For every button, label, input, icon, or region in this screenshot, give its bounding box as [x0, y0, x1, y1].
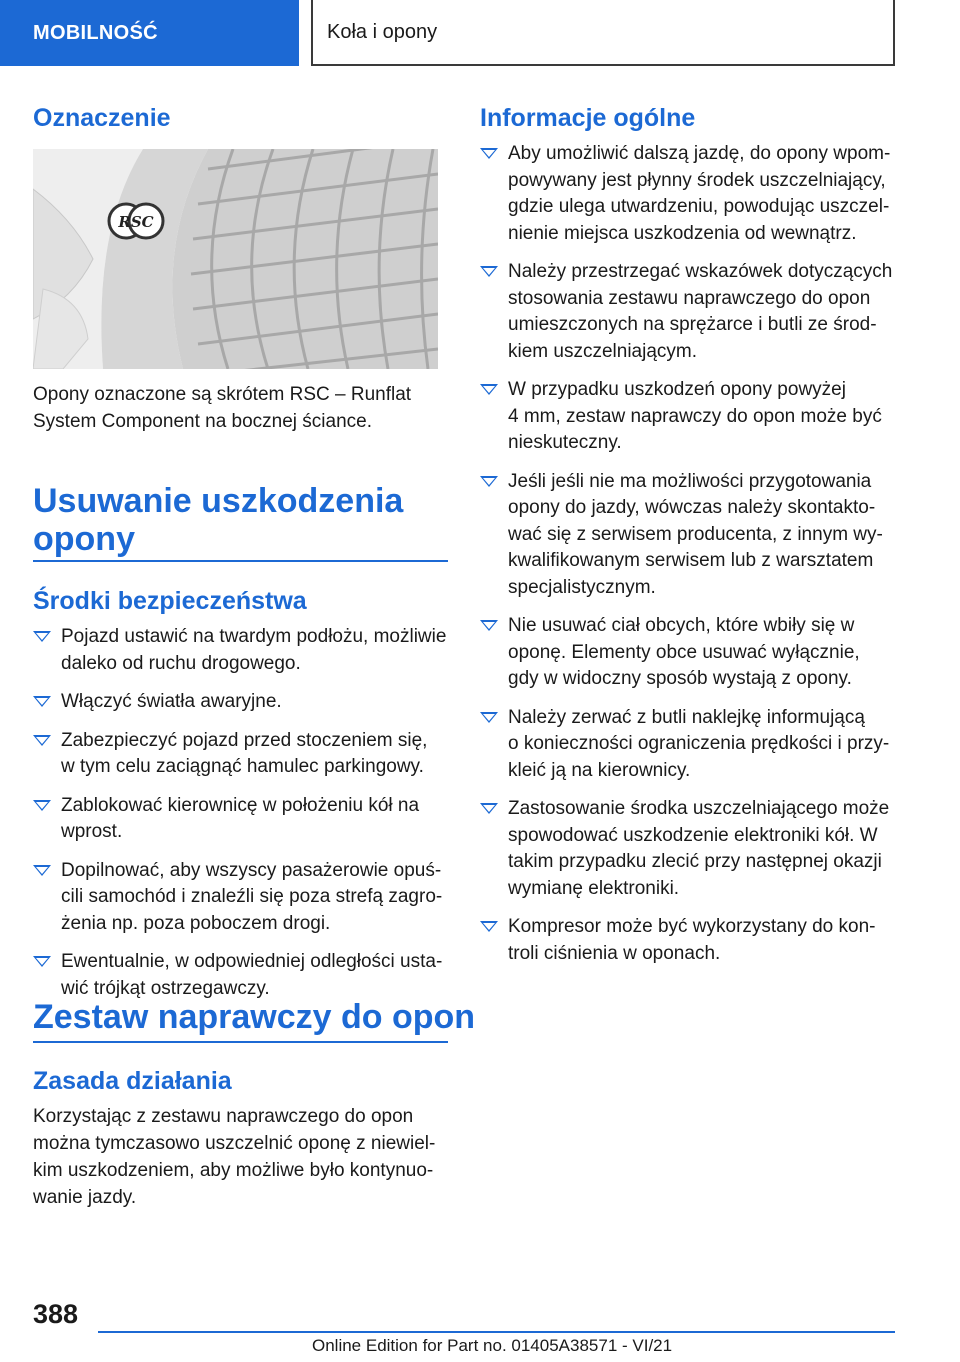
triangle-bullet-icon	[33, 800, 51, 811]
triangle-bullet-icon	[33, 696, 51, 707]
list-item: Należy przestrzegać wskazówek dotyczących stosowania zestawu naprawczego do opon umieszczonych na sprężarce i butli ze środ- kiem uszczelniającym.	[480, 259, 900, 365]
list-item: Aby umożliwić dalszą jazdę, do opony wpom- powywany jest płynny środek uszczelniający, gdzie ulega utwardzeniu, powodując uszczel- nienie miejsca uszkodzenia od wewnątrz.	[480, 141, 900, 247]
list-item: Nie usuwać ciał obcych, które wbiły się w oponę. Elementy obce usuwać wyłącznie, gdy w widoczny sposób wystają z opony.	[480, 613, 900, 693]
informacje-list	[480, 141, 900, 979]
zasada-paragraph	[33, 1103, 453, 1211]
paragraph-line: wanie jazdy.	[33, 1187, 137, 1208]
oznaczenie-caption	[33, 381, 448, 435]
title-usuwanie	[33, 482, 403, 558]
paragraph-line: kim uszkodzeniem, aby możliwe było kontynuo-	[33, 1160, 434, 1181]
heading-srodki: Środki bezpieczeństwa	[33, 587, 307, 615]
caption-line: System Component na bocznej ściance.	[33, 411, 373, 432]
paragraph-line: można tymczasowo uszczelnić oponę z niewiel-	[33, 1133, 436, 1154]
srodki-list	[33, 624, 453, 1014]
rsc-emblem	[109, 204, 163, 238]
title-line: Usuwanie uszkodzenia	[33, 482, 404, 520]
triangle-bullet-icon	[33, 865, 51, 876]
triangle-bullet-icon	[33, 956, 51, 967]
rsc-tire-illustration	[33, 149, 438, 369]
page-number: 388	[33, 1299, 79, 1329]
title-zestaw: Zestaw naprawczy do opon	[33, 998, 476, 1036]
triangle-bullet-icon	[480, 384, 498, 395]
edition-note: Online Edition for Part no. 01405A38571 - VI/21	[312, 1336, 673, 1355]
list-item: Należy zerwać z butli naklejkę informującą o konieczności ograniczenia prędkości i przy- kleić ją na kierownicy.	[480, 705, 900, 785]
title-line: opony	[33, 520, 135, 558]
triangle-bullet-icon	[480, 712, 498, 723]
list-item: Ewentualnie, w odpowiedniej odległości usta- wić trójkąt ostrzegawczy.	[33, 949, 453, 1002]
triangle-bullet-icon	[480, 266, 498, 277]
list-item: Pojazd ustawić na twardym podłożu, możliwie daleko od ruchu drogowego.	[33, 624, 453, 677]
triangle-bullet-icon	[480, 803, 498, 814]
list-item: Zabezpieczyć pojazd przed stoczeniem się, w tym celu zaciągnąć hamulec parkingowy.	[33, 728, 453, 781]
section-divider	[33, 1041, 448, 1043]
tire-icon	[33, 149, 438, 369]
list-item: Dopilnować, aby wszyscy pasażerowie opuś- cili samochód i znaleźli się poza strefą zagro- żenia np. poza poboczem drogi.	[33, 858, 453, 938]
heading-oznaczenie: Oznaczenie	[33, 104, 171, 132]
list-item: Zablokować kierownicę w położeniu kół na wprost.	[33, 793, 453, 846]
list-item: Jeśli jeśli nie ma możliwości przygotowania opony do jazdy, wówczas należy skontakto- wać się z serwisem producenta, z innym wy- kwalifikowanym serwisem lub z warsztatem specjalistycznym.	[480, 469, 900, 602]
list-item: Kompresor może być wykorzystany do kon- troli ciśnienia w oponach.	[480, 914, 900, 967]
caption-line: Opony oznaczone są skrótem RSC – Runflat	[33, 384, 412, 405]
header-chapter-label: Koła i opony	[311, 0, 895, 66]
list-item: Zastosowanie środka uszczelniającego może spowodować uszkodzenie elektroniki kół. W takim przypadku zlecić przy następnej okazji wymianę elektroniki.	[480, 796, 900, 902]
triangle-bullet-icon	[33, 631, 51, 642]
header-section-label: MOBILNOŚĆ	[33, 21, 158, 44]
heading-informacje: Informacje ogólne	[480, 104, 696, 132]
paragraph-line: Korzystając z zestawu naprawczego do opon	[33, 1106, 414, 1127]
triangle-bullet-icon	[480, 620, 498, 631]
list-item: W przypadku uszkodzeń opony powyżej 4 mm, zestaw naprawczy do opon może być nieskuteczny.	[480, 377, 900, 457]
list-item: Włączyć światła awaryjne.	[33, 689, 453, 716]
triangle-bullet-icon	[33, 735, 51, 746]
triangle-bullet-icon	[480, 148, 498, 159]
triangle-bullet-icon	[480, 921, 498, 932]
rsc-emblem-label: RSC	[118, 213, 154, 231]
heading-zasada: Zasada działania	[33, 1067, 232, 1095]
triangle-bullet-icon	[480, 476, 498, 487]
section-divider	[33, 560, 448, 562]
footer-divider	[98, 1331, 895, 1333]
